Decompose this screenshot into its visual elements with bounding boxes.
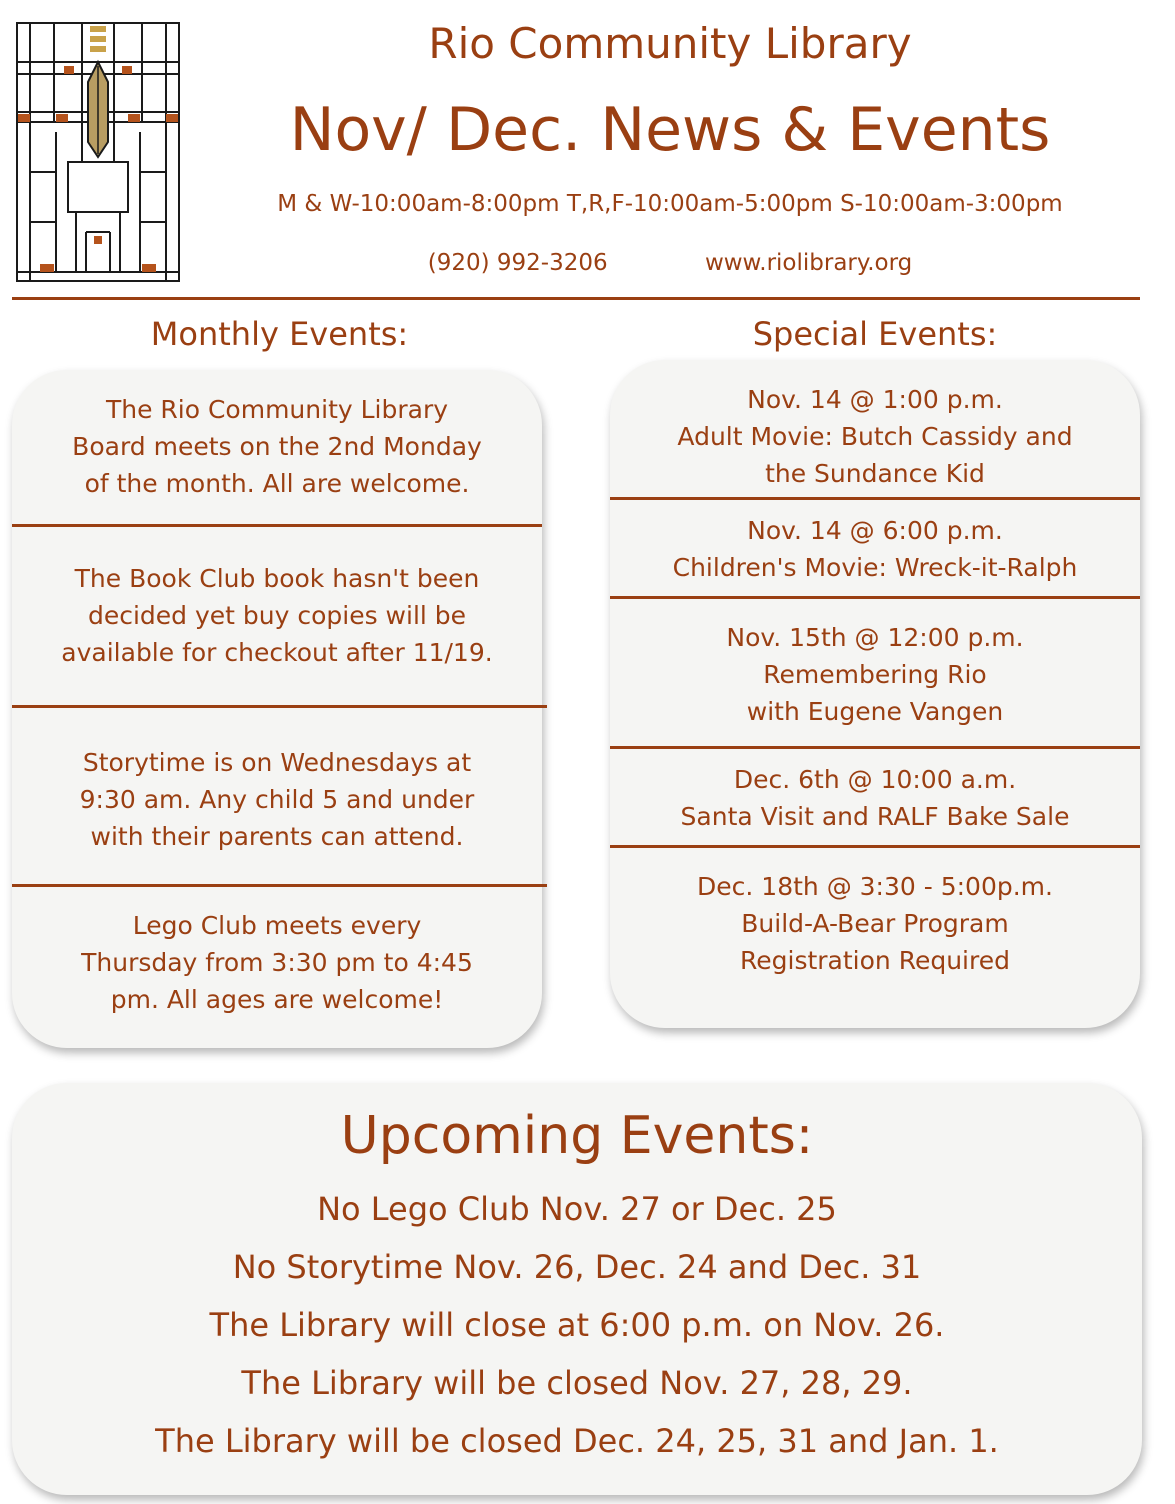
event-line: Storytime is on Wednesdays at: [82, 748, 472, 777]
special-event-childrens-movie: [610, 512, 1140, 586]
event-line: available for checkout after 11/19.: [61, 638, 493, 667]
stained-glass-window-icon: [16, 22, 180, 282]
event-line: the Sundance Kid: [765, 459, 985, 488]
special-events-heading: Special Events:: [752, 315, 998, 353]
special-event-build-a-bear: [610, 868, 1140, 979]
event-line: Nov. 14 @ 6:00 p.m.: [747, 516, 1003, 545]
upcoming-events-panel: [12, 1083, 1142, 1495]
section-divider: [12, 524, 542, 527]
newsletter-title: Nov/ Dec. News & Events: [289, 95, 1051, 165]
event-line: Nov. 15th @ 12:00 p.m.: [726, 623, 1024, 652]
event-line: The Rio Community Library: [105, 395, 449, 424]
library-name: Rio Community Library: [428, 19, 912, 68]
contact-line: [185, 244, 1155, 282]
special-event-remembering-rio: [610, 619, 1140, 730]
event-line: Remembering Rio: [763, 660, 987, 689]
upcoming-events-heading: Upcoming Events:: [340, 1106, 814, 1166]
event-line: of the month. All are welcome.: [84, 469, 470, 498]
event-line: Lego Club meets every: [132, 911, 422, 940]
event-line: with Eugene Vangen: [746, 697, 1004, 726]
special-event-santa-visit: [610, 761, 1140, 835]
event-line: Dec. 6th @ 10:00 a.m.: [733, 765, 1017, 794]
website-link[interactable]: www.riolibrary.org: [704, 250, 913, 276]
monthly-event-lego-club: [12, 907, 542, 1018]
section-divider: [610, 845, 1140, 848]
event-line: Board meets on the 2nd Monday: [72, 432, 482, 461]
monthly-event-book-club: [12, 560, 542, 671]
event-line: Thursday from 3:30 pm to 4:45: [81, 948, 473, 977]
event-line: Children's Movie: Wreck-it-Ralph: [672, 553, 1078, 582]
upcoming-item: No Lego Club Nov. 27 or Dec. 25: [317, 1190, 837, 1228]
upcoming-item: The Library will close at 6:00 p.m. on Nov. 26.: [209, 1306, 945, 1344]
event-line: 9:30 am. Any child 5 and under: [79, 785, 475, 814]
monthly-event-storytime: [12, 744, 542, 855]
section-divider: [12, 884, 547, 887]
section-divider: [610, 596, 1140, 599]
event-line: Build-A-Bear Program: [741, 909, 1009, 938]
event-line: with their parents can attend.: [90, 822, 464, 851]
monthly-event-board: [12, 391, 542, 502]
event-line: Dec. 18th @ 3:30 - 5:00p.m.: [697, 872, 1053, 901]
event-line: The Book Club book hasn't been: [74, 564, 480, 593]
special-events-panel: [610, 360, 1140, 1028]
event-line: pm. All ages are welcome!: [110, 985, 444, 1014]
upcoming-item: The Library will be closed Nov. 27, 28, 29.: [241, 1364, 913, 1402]
phone-number: (920) 992-3206: [427, 250, 608, 276]
event-line: Santa Visit and RALF Bake Sale: [680, 802, 1070, 831]
monthly-events-heading: Monthly Events:: [150, 315, 409, 353]
upcoming-item: The Library will be closed Dec. 24, 25, 31 and Jan. 1.: [155, 1422, 999, 1460]
header-divider: [12, 297, 1140, 300]
upcoming-item: No Storytime Nov. 26, Dec. 24 and Dec. 31: [232, 1248, 922, 1286]
event-line: Registration Required: [740, 946, 1010, 975]
section-divider: [610, 746, 1140, 749]
event-line: Nov. 14 @ 1:00 p.m.: [747, 385, 1003, 414]
library-hours: M & W-10:00am-8:00pm T,R,F-10:00am-5:00pm S-10:00am-3:00pm: [277, 191, 1063, 217]
special-event-adult-movie: [610, 381, 1140, 492]
monthly-events-panel: [12, 370, 542, 1048]
event-line: Adult Movie: Butch Cassidy and: [677, 422, 1073, 451]
event-line: decided yet buy copies will be: [87, 601, 467, 630]
section-divider: [12, 705, 547, 708]
section-divider: [610, 497, 1140, 500]
